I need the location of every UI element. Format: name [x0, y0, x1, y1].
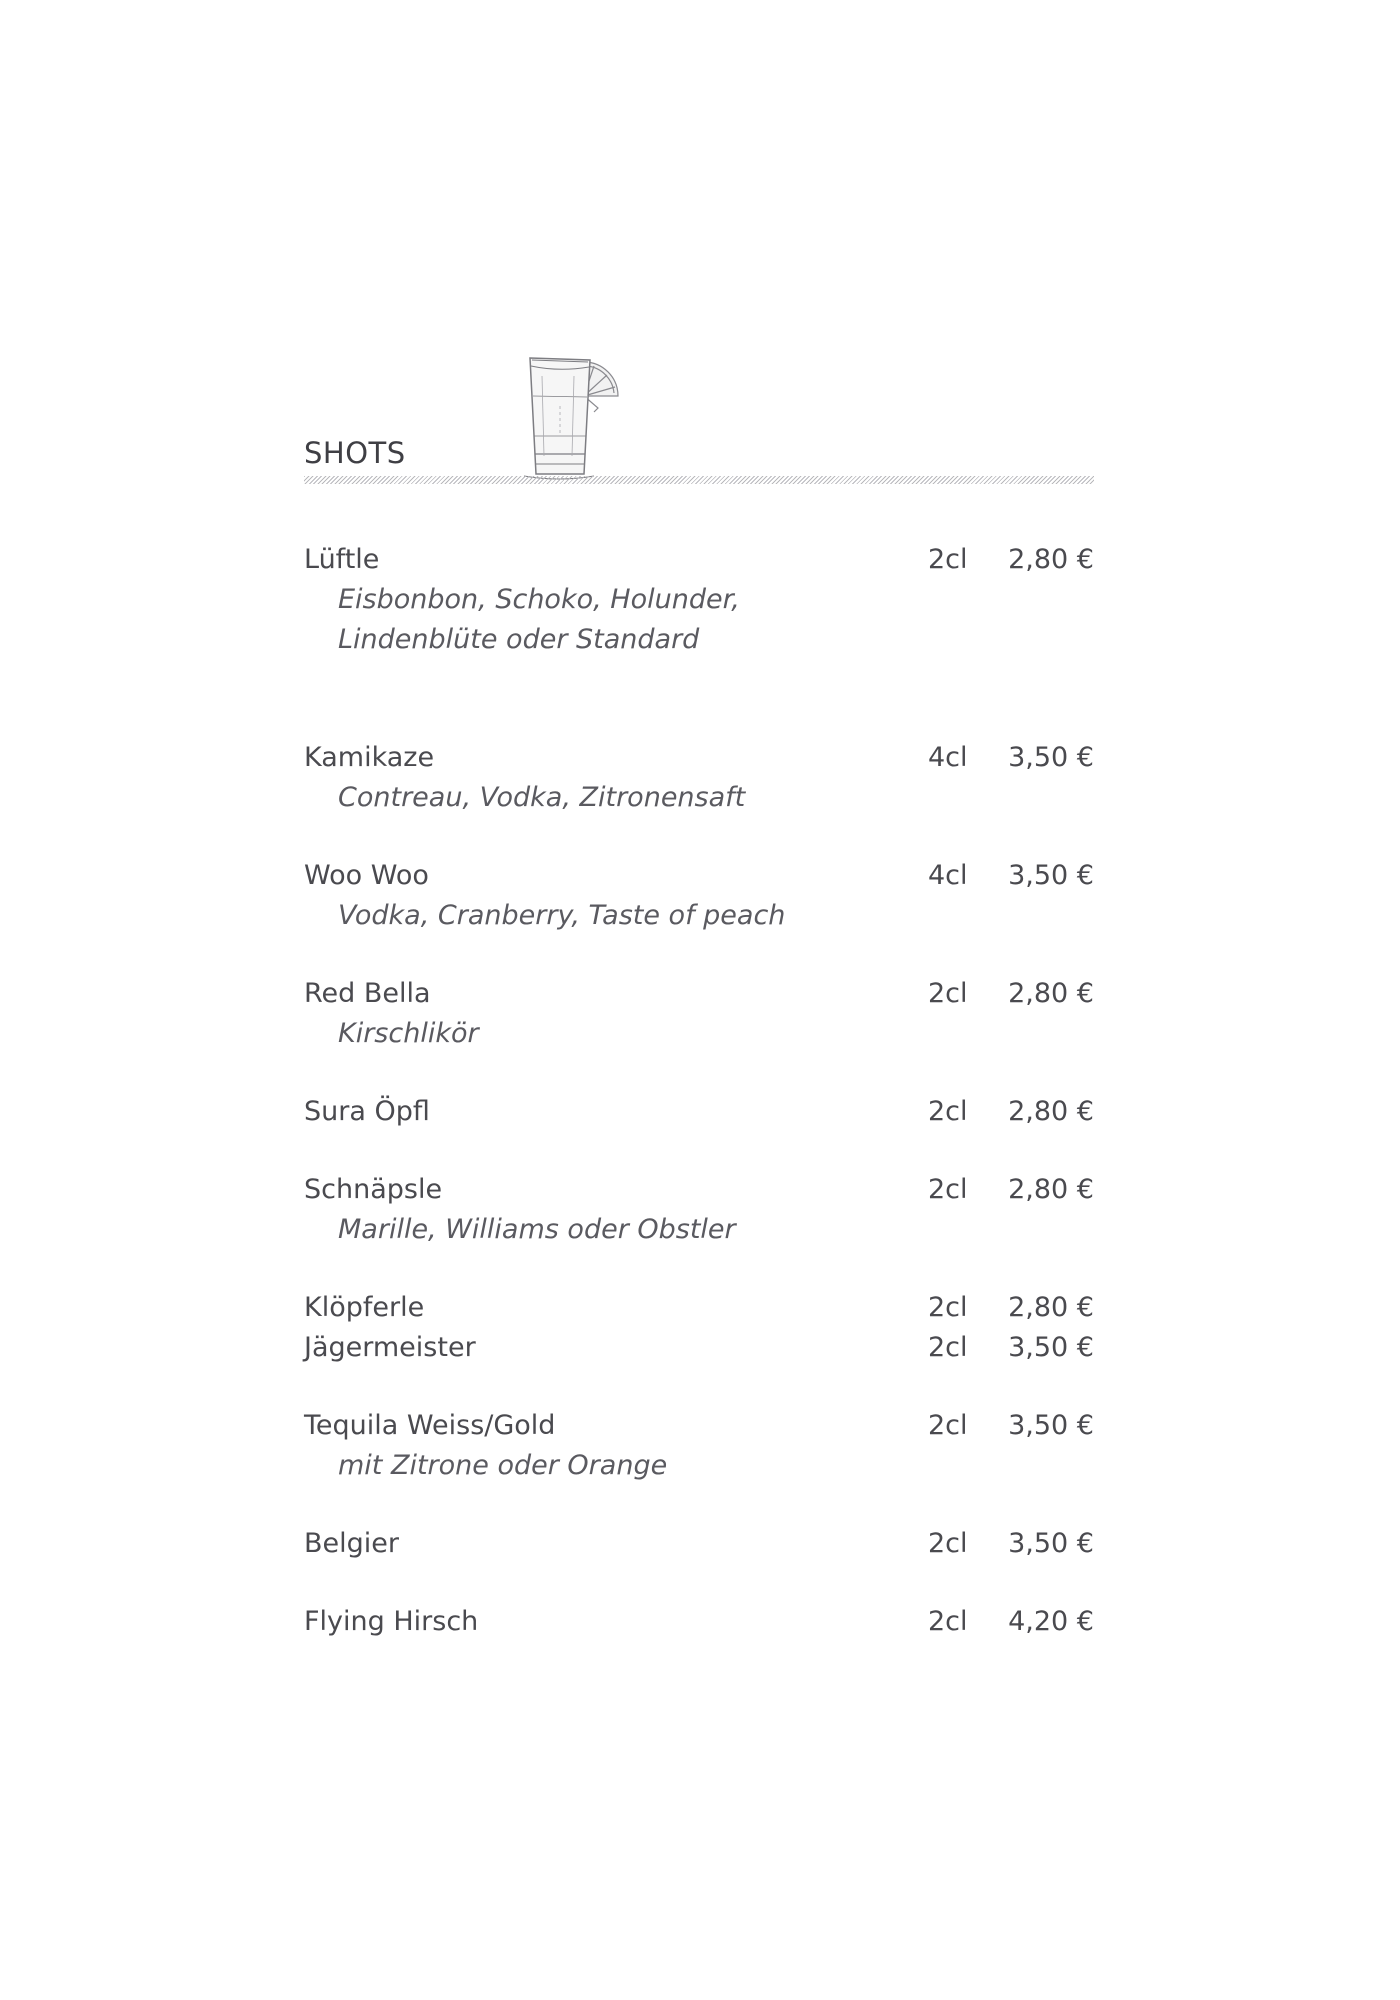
list-item [304, 974, 1094, 1054]
item-volume: 4cl [928, 860, 968, 891]
item-volume: 2cl [928, 1410, 968, 1441]
list-item [304, 1288, 1094, 1328]
shot-glass-icon [514, 336, 624, 486]
item-name: Lüftle [304, 544, 380, 575]
item-price: 2,80 € [1008, 978, 1094, 1009]
item-price: 2,80 € [1008, 1096, 1094, 1127]
item-volume: 2cl [928, 544, 968, 575]
item-price: 2,80 € [1008, 1292, 1094, 1323]
item-price: 3,50 € [1008, 860, 1094, 891]
item-volume: 2cl [928, 1292, 968, 1323]
item-name: Klöpferle [304, 1292, 425, 1323]
item-description: Contreau, Vodka, Zitronensaft [338, 782, 746, 813]
item-description: Eisbonbon, Schoko, Holunder, Lindenblüte oder Standard [338, 584, 740, 655]
list-item [304, 1092, 1094, 1132]
item-price: 3,50 € [1008, 1528, 1094, 1559]
list-item [304, 738, 1094, 818]
item-name: Flying Hirsch [304, 1606, 479, 1637]
item-name: Tequila Weiss/Gold [304, 1410, 556, 1441]
item-description: Marille, Williams oder Obstler [338, 1214, 736, 1245]
section-header [304, 326, 1094, 486]
item-price: 3,50 € [1008, 1410, 1094, 1441]
item-name: Jägermeister [304, 1332, 476, 1363]
item-volume: 2cl [928, 1606, 968, 1637]
item-description: Kirschlikör [338, 1018, 479, 1049]
item-name: Kamikaze [304, 742, 435, 773]
item-description: mit Zitrone oder Orange [338, 1450, 668, 1481]
list-item [304, 1524, 1094, 1564]
list-item [304, 1602, 1094, 1642]
item-price: 2,80 € [1008, 1174, 1094, 1205]
item-description: Vodka, Cranberry, Taste of peach [338, 900, 786, 931]
list-item [304, 1170, 1094, 1250]
item-name: Red Bella [304, 978, 431, 1009]
item-volume: 2cl [928, 1174, 968, 1205]
item-volume: 4cl [928, 742, 968, 773]
item-name: Woo Woo [304, 860, 429, 891]
item-price: 3,50 € [1008, 742, 1094, 773]
header-divider [304, 476, 1094, 484]
section-title: SHOTS [304, 436, 406, 470]
item-volume: 2cl [928, 1096, 968, 1127]
item-price: 3,50 € [1008, 1332, 1094, 1363]
item-price: 4,20 € [1008, 1606, 1094, 1637]
item-price: 2,80 € [1008, 544, 1094, 575]
item-volume: 2cl [928, 1528, 968, 1559]
list-item [304, 1406, 1094, 1486]
item-name: Schnäpsle [304, 1174, 443, 1205]
item-volume: 2cl [928, 978, 968, 1009]
item-volume: 2cl [928, 1332, 968, 1363]
list-item [304, 1328, 1094, 1368]
drinks-list [304, 540, 1094, 1642]
list-item [304, 856, 1094, 936]
list-item [304, 540, 1094, 660]
item-name: Belgier [304, 1528, 399, 1559]
item-name: Sura Öpfl [304, 1096, 430, 1127]
